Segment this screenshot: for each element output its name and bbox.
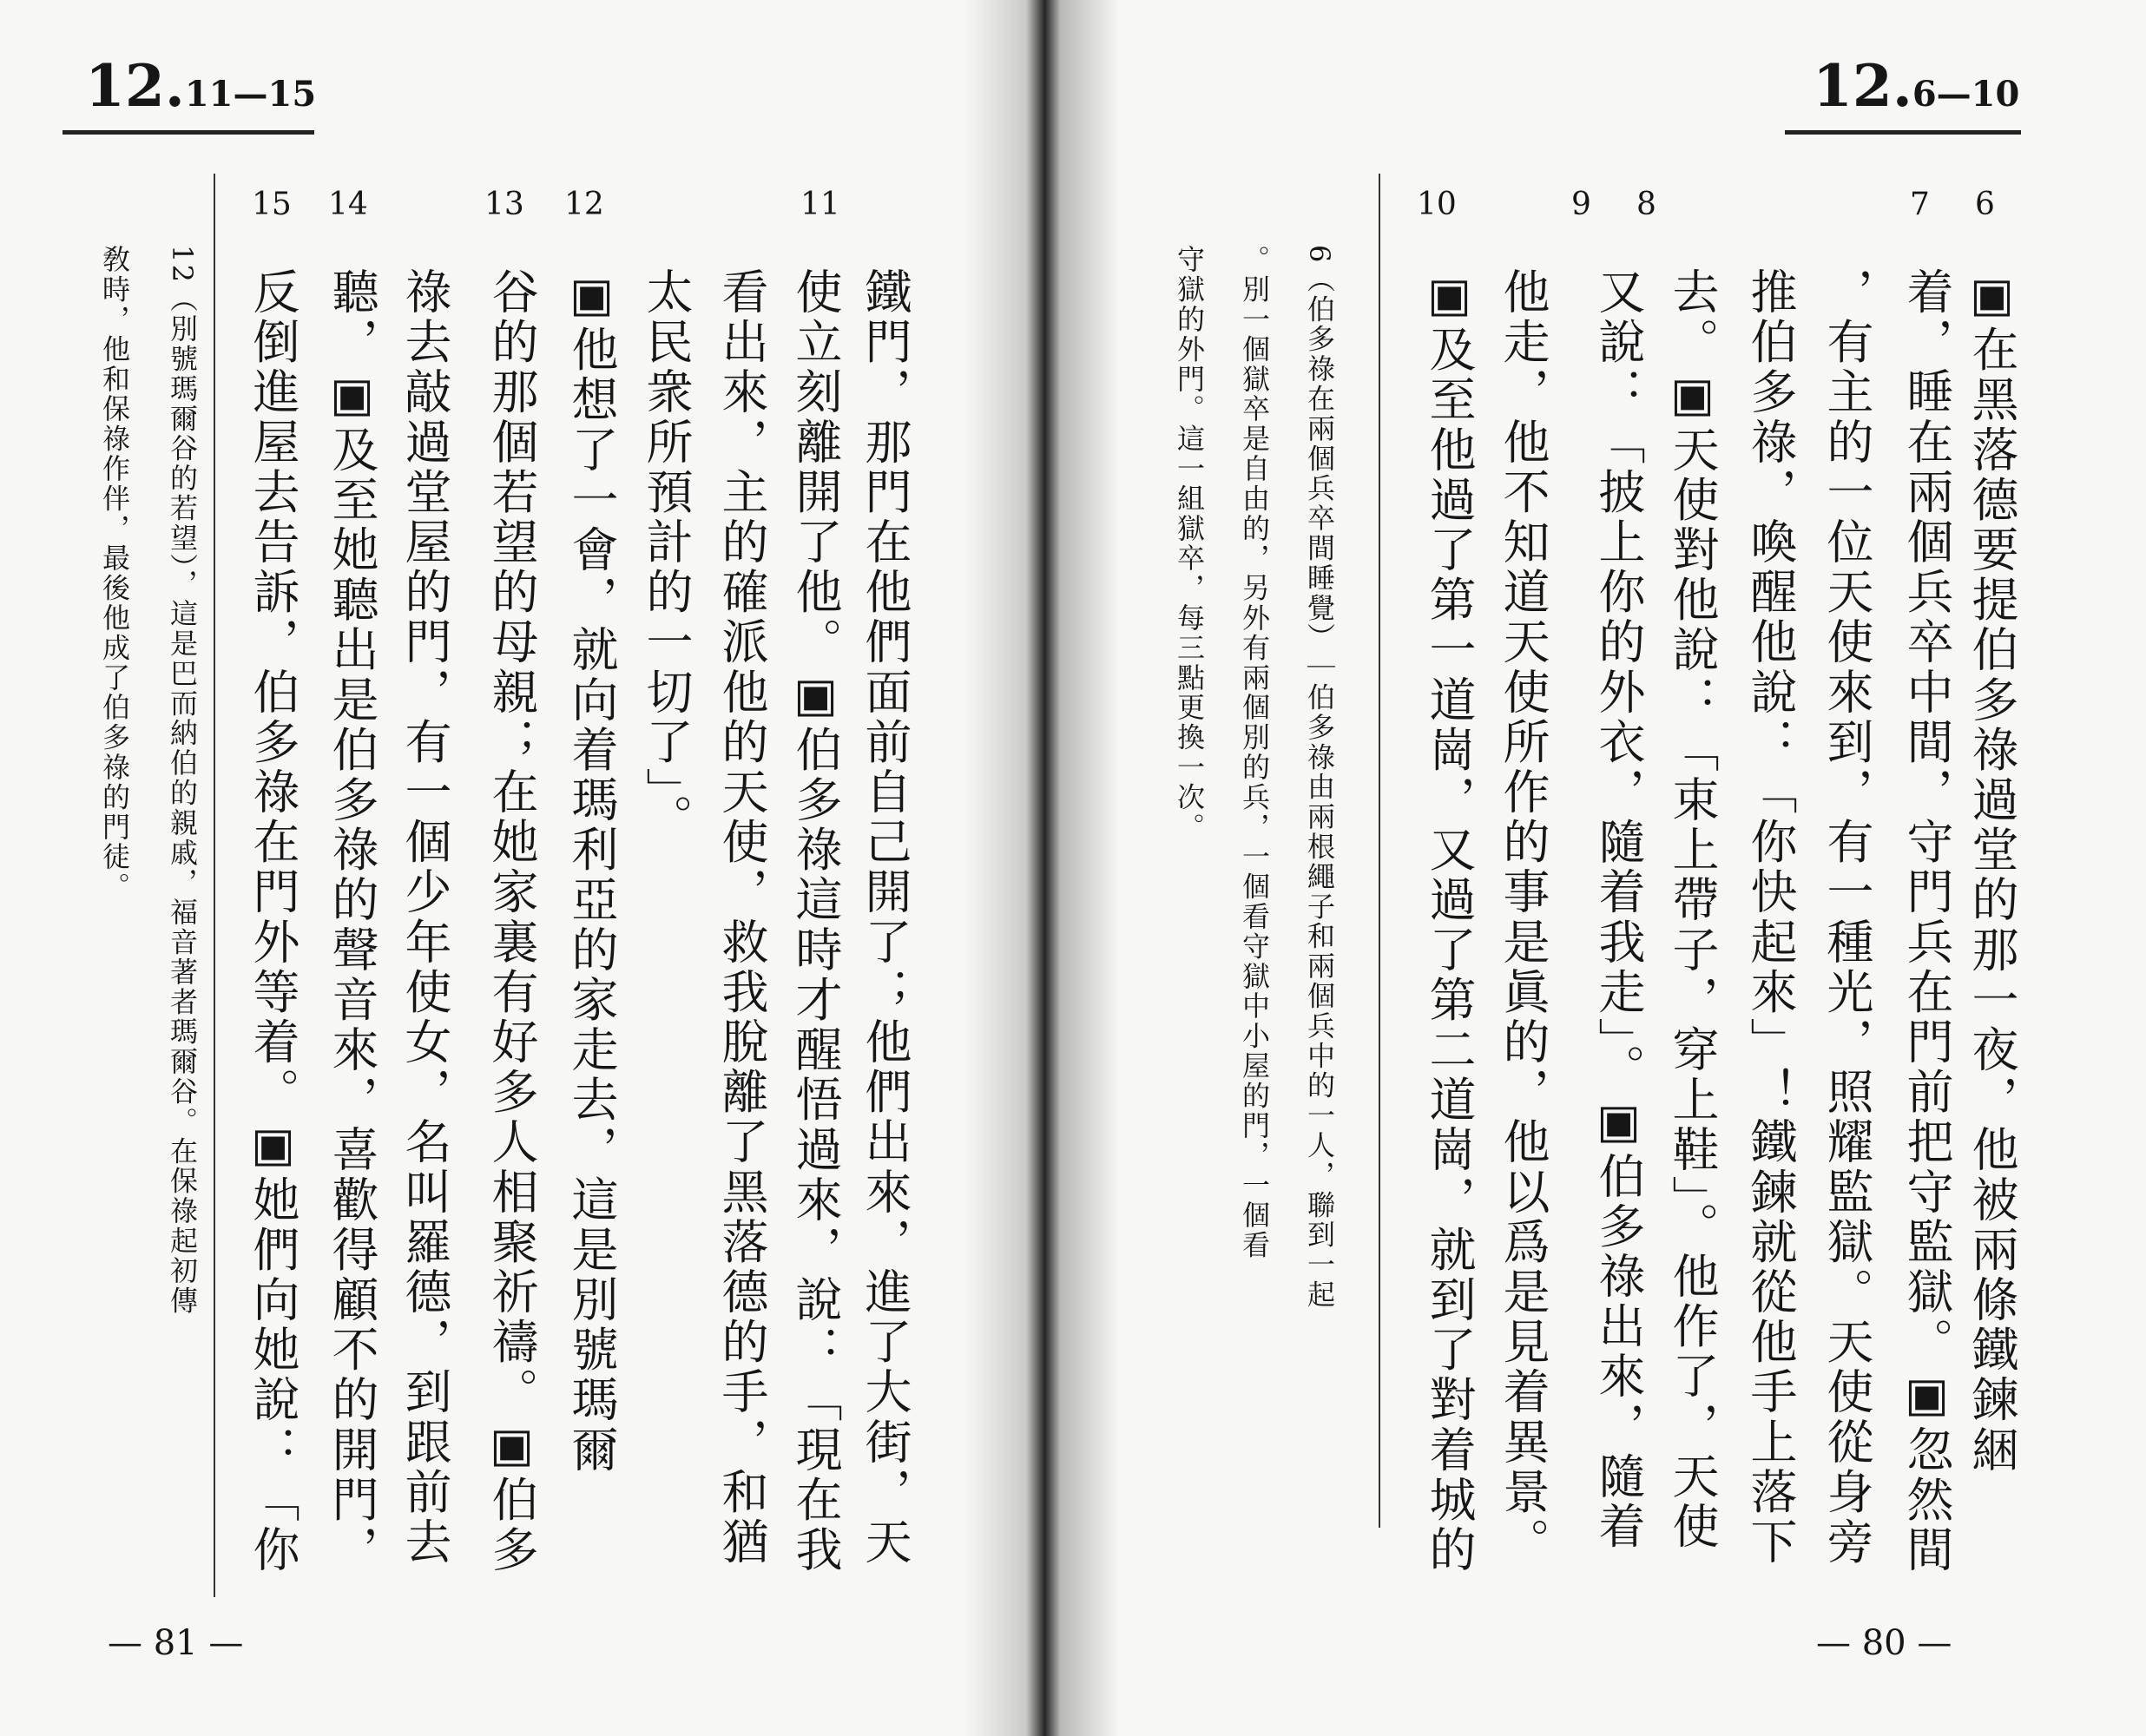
right-header-chapter: 12. — [1813, 52, 1912, 120]
text-column: 鐵門，那門在他們面前自己開了；他們出來，進了大街，天 — [858, 267, 912, 1568]
left-header-verses: 11—15 — [184, 74, 317, 115]
text-column: ，有主的一位天使來到，有一種光，照耀監獄。天使從身旁 — [1820, 267, 1874, 1568]
right-page — [1042, 0, 2146, 1736]
book-gutter-shadow — [964, 0, 1120, 1736]
left-page-header — [85, 52, 316, 120]
left-header-rule — [63, 130, 314, 135]
left-page — [0, 0, 1042, 1736]
text-column: ▣在黑落德要提伯多祿過堂的那一夜，他被兩條鐵鍊綑 — [1965, 267, 2019, 1476]
footnote-column: 12（別號瑪爾谷的若望），這是巴而納伯的親戚，福音著者瑪爾谷。在保祿起初傳 — [166, 245, 199, 1316]
footnote-column: 6（伯多祿在兩個兵卒間睡覺）｜伯多祿由兩根繩子和兩個兵中的一人，聯到一起 — [1303, 245, 1336, 1310]
text-column: ▣及至他過了第一道崗，又過了第二道崗，就到了對着城的 — [1422, 267, 1477, 1575]
left-header-chapter: 12. — [85, 52, 185, 120]
text-column: 祿去敲過堂屋的門，有一個少年使女，名叫羅德，到跟前去 — [398, 267, 452, 1568]
right-page-number: — 80 — — [1816, 1623, 1952, 1663]
text-column: 反倒進屋去告訴，伯多祿在門外等着。▣她們向她說：「你 — [246, 267, 300, 1575]
text-column: 使立刻離開了他。▣伯多祿這時才醒悟過來，說：「現在我 — [788, 267, 843, 1575]
verse-number: 14 — [328, 187, 368, 222]
text-column: 太民衆所預計的一切了」。 — [639, 267, 694, 845]
verse-number: 13 — [484, 187, 524, 222]
verse-number: 9 — [1571, 187, 1591, 222]
verse-number: 12 — [564, 187, 604, 222]
left-text-rule — [214, 174, 215, 1597]
text-column: 谷的那個若望的母親；在她家裏有好多人相聚祈禱。▣伯多 — [484, 267, 539, 1575]
right-text-rule — [1379, 174, 1380, 1528]
text-column: 他走，他不知道天使所作的事是眞的，他以爲是見着異景。 — [1496, 267, 1550, 1568]
text-column: 着，睡在兩個兵卒中間，守門兵在門前把守監獄。▣忽然間 — [1899, 267, 1954, 1575]
verse-number: 15 — [252, 187, 292, 222]
verse-number: 10 — [1417, 187, 1457, 222]
text-column: 推伯多祿，喚醒他說：「你快起來」！鐵鍊就從他手上落下 — [1743, 267, 1798, 1568]
verse-number: 7 — [1910, 187, 1930, 222]
right-header-rule — [1785, 130, 2021, 135]
text-column: ▣他想了一會，就向着瑪利亞的家走去，這是別號瑪爾 — [564, 267, 619, 1476]
footnote-column: 守獄的外門。這一組獄卒，每三點更換一次。 — [1173, 245, 1206, 842]
footnote-column: 。別一個獄卒是自由的，另外有兩個別的兵，一個看守獄中小屋的門，一個看 — [1238, 245, 1271, 1260]
right-header-verses: 6—10 — [1912, 74, 2020, 115]
verse-number: 8 — [1636, 187, 1656, 222]
verse-number: 6 — [1975, 187, 1995, 222]
text-column: 看出來，主的確派他的天使，救我脫離了黑落德的手，和猶 — [714, 267, 769, 1568]
footnote-column: 敎時，他和保祿作伴，最後他成了伯多祿的門徒。 — [98, 245, 131, 902]
right-page-header — [1813, 52, 2019, 120]
text-column: 去。▣天使對他說：「束上帶子，穿上鞋」。他作了，天使 — [1665, 267, 1720, 1552]
left-page-number: — 81 — — [108, 1623, 244, 1663]
text-column: 又說：「披上你的外衣，隨着我走」。▣伯多祿出來，隨着 — [1591, 267, 1646, 1552]
verse-number: 11 — [800, 187, 840, 222]
text-column: 聽，▣及至她聽出是伯多祿的聲音來，喜歡得顧不的開門， — [325, 267, 379, 1575]
